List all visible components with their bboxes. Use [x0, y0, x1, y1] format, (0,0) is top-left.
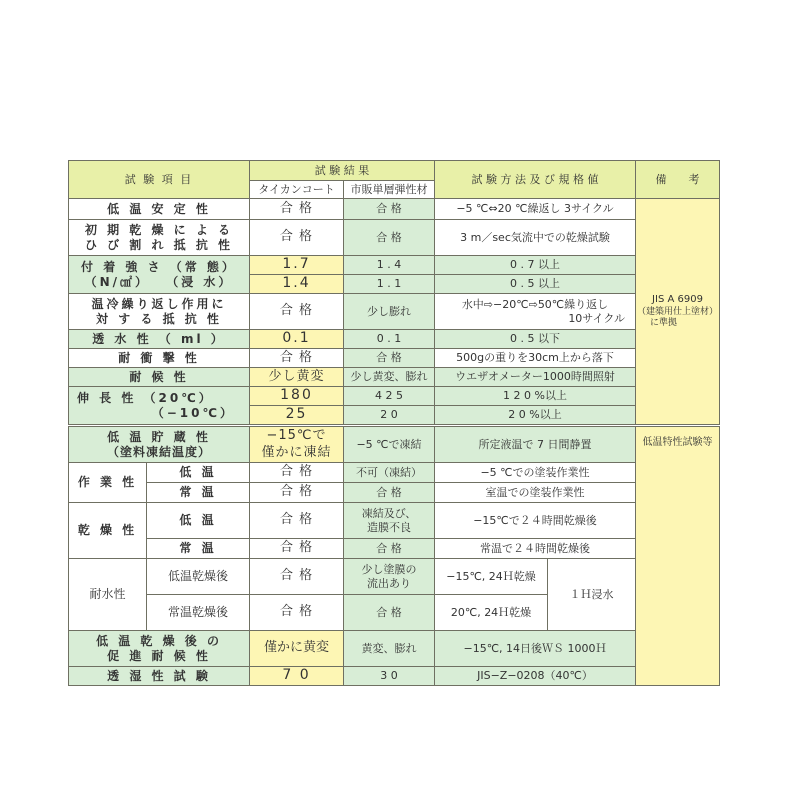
taikan-low-temp-storage: [250, 427, 344, 463]
taikan-thermal-cycle: 合 格: [250, 294, 344, 330]
method-accelerated-weathering: −15℃, 14日後ＷＳ 1000Ｈ: [435, 631, 636, 667]
market-drying-normal: 合 格: [344, 539, 435, 559]
market-water-low-line2: 流出あり: [367, 576, 412, 590]
item-thermal-cycle-line1: 温冷繰り返し作用に: [91, 296, 227, 311]
item-adhesion-line1: 付 着 強 さ （常 態）: [81, 259, 237, 274]
water-low-label: 低温乾燥後: [147, 559, 250, 595]
method-workability-low: −5 ℃での塗装作業性: [435, 463, 636, 483]
method-water-normal: 20℃, 24Ｈ乾燥: [435, 595, 548, 631]
item-crack-resistance: [69, 220, 250, 256]
workability-normal-label: 常 温: [147, 483, 250, 503]
taikan-accelerated-weathering: 僅かに黄変: [250, 631, 344, 667]
taikan-low-temp-storage-line1: −15℃で: [266, 428, 327, 444]
market-drying-low: [344, 503, 435, 539]
taikan-adhesion-normal: 1.7: [250, 256, 344, 275]
market-drying-low-line2: 造膜不良: [367, 520, 412, 534]
market-weather-resistance: 少し黄変、膨れ: [344, 368, 435, 387]
item-water-resistance: 耐水性: [69, 559, 147, 631]
header-method: 試 験 方 法 及 び 規 格 値: [435, 161, 636, 199]
item-accelerated-weathering-line2: 促 進 耐 候 性: [107, 648, 211, 663]
item-water-permeability: 透 水 性 （ ml ）: [69, 330, 250, 349]
remark-jis-line1: JIS A 6909: [652, 294, 703, 305]
market-moisture-permeability: 3 0: [344, 667, 435, 686]
item-impact: 耐 衝 撃 性: [69, 349, 250, 368]
method-drying-normal: 常温で２４時間乾燥後: [435, 539, 636, 559]
market-adhesion-water: 1 . 1: [344, 275, 435, 294]
taikan-water-permeability: 0.1: [250, 330, 344, 349]
item-moisture-permeability: 透 湿 性 試 験: [69, 667, 250, 686]
method-impact: 500gの重りを30cm上から落下: [435, 349, 636, 368]
test-results-table-2: [68, 426, 720, 686]
remark-jis-line2: （建築用仕上塗材）: [636, 306, 718, 317]
method-low-temp-storage: 所定液温で 7 日間静置: [435, 427, 636, 463]
taikan-workability-normal: 合 格: [250, 483, 344, 503]
market-elongation-20c: 4 2 5: [344, 387, 435, 406]
item-drying: 乾 燥 性: [69, 503, 147, 559]
water-immersion: １Ｈ浸水: [548, 559, 636, 631]
market-workability-low: 不可（凍結）: [344, 463, 435, 483]
taikan-adhesion-water: 1.4: [250, 275, 344, 294]
item-low-temp-storage: [69, 427, 250, 463]
market-thermal-cycle: 少し膨れ: [344, 294, 435, 330]
header-results: 試 験 結 果: [250, 161, 435, 181]
market-accelerated-weathering: 黄変、膨れ: [344, 631, 435, 667]
taikan-moisture-permeability: 7 0: [250, 667, 344, 686]
item-low-temp-storage-line1: 低 温 貯 蔵 性: [107, 429, 211, 444]
item-adhesion: [69, 256, 250, 294]
item-adhesion-line2: （N/㎠） （浸 水）: [84, 274, 234, 289]
market-adhesion-normal: 1 . 4: [344, 256, 435, 275]
item-accelerated-weathering: [69, 631, 250, 667]
taikan-elongation-minus10c: 25: [250, 406, 344, 425]
item-thermal-cycle-line2: 対 す る 抵 抗 性: [96, 311, 222, 326]
remark-jis: [636, 199, 720, 425]
header-remarks: 備 考: [636, 161, 720, 199]
item-thermal-cycle: [69, 294, 250, 330]
method-adhesion-water: 0 . 5 以上: [435, 275, 636, 294]
method-water-low: −15℃, 24Ｈ乾燥: [435, 559, 548, 595]
method-elongation-minus10c: 2 0 %以上: [435, 406, 636, 425]
item-elongation-line2: （−10℃）: [151, 405, 235, 420]
taikan-impact: 合 格: [250, 349, 344, 368]
method-crack-resistance: 3 m／sec気流中での乾燥試験: [435, 220, 636, 256]
taikan-water-low: 合 格: [250, 559, 344, 595]
market-crack-resistance: 合 格: [344, 220, 435, 256]
market-elongation-minus10c: 2 0: [344, 406, 435, 425]
item-low-temp-stability: 低 温 安 定 性: [69, 199, 250, 220]
item-weather-resistance: 耐 候 性: [69, 368, 250, 387]
method-thermal-cycle: [435, 294, 636, 330]
market-water-normal: 合 格: [344, 595, 435, 631]
header-taikan-coat: タイカンコート: [250, 181, 344, 199]
taikan-workability-low: 合 格: [250, 463, 344, 483]
item-low-temp-storage-line2: （塗料凍結温度）: [107, 444, 212, 459]
method-water-permeability: 0 . 5 以下: [435, 330, 636, 349]
taikan-crack-resistance: 合 格: [250, 220, 344, 256]
method-workability-normal: 室温での塗装作業性: [435, 483, 636, 503]
market-low-temp-storage: −5 ℃で凍結: [344, 427, 435, 463]
header-market-product: 市販単層弾性材: [344, 181, 435, 199]
taikan-low-temp-stability: 合 格: [250, 199, 344, 220]
taikan-elongation-20c: 180: [250, 387, 344, 406]
item-crack-resistance-line2: ひ び 割 れ 抵 抗 性: [84, 237, 234, 252]
item-elongation-line1: 伸 長 性 （20℃）: [77, 390, 214, 405]
market-water-low: [344, 559, 435, 595]
method-weather-resistance: ウエザオメーター1000時間照射: [435, 368, 636, 387]
market-drying-low-line1: 凍結及び、: [361, 506, 417, 520]
drying-normal-label: 常 温: [147, 539, 250, 559]
water-normal-label: 常温乾燥後: [147, 595, 250, 631]
method-drying-low: −15℃で２４時間乾燥後: [435, 503, 636, 539]
remark-low-temp: 低温特性試験等: [636, 427, 720, 686]
method-elongation-20c: 1 2 0 %以上: [435, 387, 636, 406]
taikan-drying-low: 合 格: [250, 503, 344, 539]
method-low-temp-stability: −5 ℃⇔20 ℃繰返し 3サイクル: [435, 199, 636, 220]
method-thermal-cycle-line1: 水中⇨−20℃⇨50℃繰り返し: [461, 297, 609, 311]
taikan-low-temp-storage-line2: 僅かに凍結: [261, 444, 332, 460]
market-low-temp-stability: 合 格: [344, 199, 435, 220]
method-thermal-cycle-line2: 10サイクル: [568, 311, 625, 325]
test-results-table-1: [68, 160, 720, 425]
taikan-drying-normal: 合 格: [250, 539, 344, 559]
method-adhesion-normal: 0 . 7 以上: [435, 256, 636, 275]
item-workability: 作 業 性: [69, 463, 147, 503]
market-workability-normal: 合 格: [344, 483, 435, 503]
market-water-permeability: 0 . 1: [344, 330, 435, 349]
taikan-water-normal: 合 格: [250, 595, 344, 631]
taikan-weather-resistance: 少し黄変: [250, 368, 344, 387]
market-water-low-line1: 少し塗膜の: [361, 562, 417, 576]
header-test-item: 試 験 項 目: [69, 161, 250, 199]
item-elongation: [69, 387, 250, 425]
drying-low-label: 低 温: [147, 503, 250, 539]
item-crack-resistance-line1: 初 期 乾 燥 に よ る: [84, 222, 234, 237]
item-accelerated-weathering-line1: 低 温 乾 燥 後 の: [96, 633, 222, 648]
method-moisture-permeability: JIS−Z−0208（40℃）: [435, 667, 636, 686]
workability-low-label: 低 温: [147, 463, 250, 483]
remark-jis-line3: に準拠: [650, 317, 678, 328]
market-impact: 合 格: [344, 349, 435, 368]
